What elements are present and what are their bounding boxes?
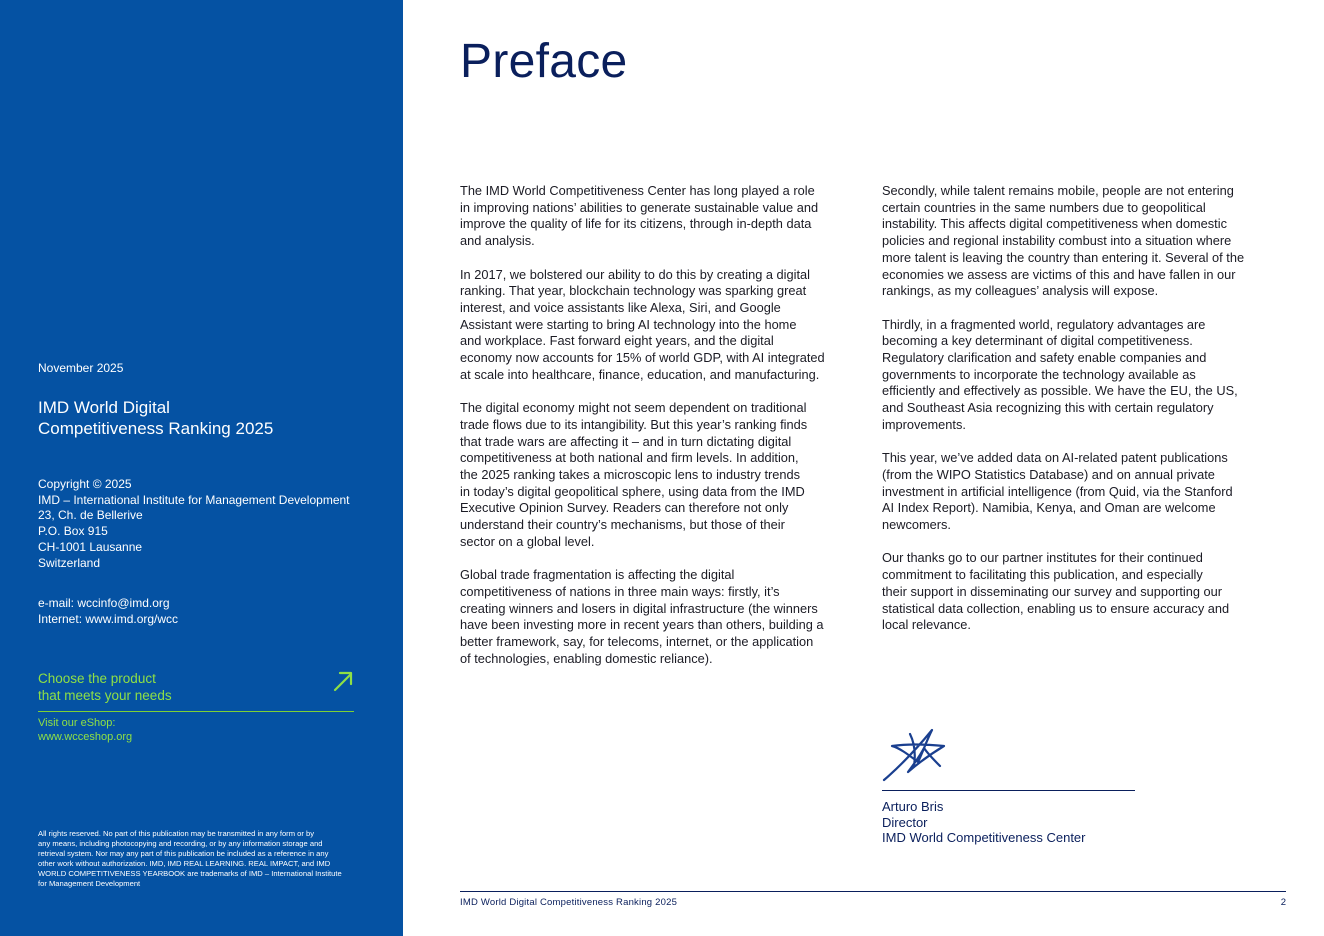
text-line: statistical data collection, enabling us to ensure accuracy and — [882, 600, 1230, 616]
footer-divider — [460, 891, 1286, 892]
signer-org: IMD World Competitiveness Center — [882, 830, 1086, 846]
arrow-up-right-icon — [332, 670, 354, 692]
paragraph — [460, 267, 860, 384]
eshop-info — [38, 716, 132, 744]
text-line: at scale into healthcare, finance, education, and manufacturing. — [460, 366, 820, 382]
text-line: interest, and voice assistants like Alexa, Siri, and Google — [460, 299, 781, 315]
text-line: newcomers. — [882, 517, 951, 533]
text-line: Thirdly, in a fragmented world, regulatory advantages are — [882, 316, 1206, 332]
address-line: Copyright © 2025 — [38, 477, 132, 491]
text-line: AI Index Report). Namibia, Kenya, and Oman are welcome — [882, 500, 1216, 516]
sidebar — [0, 0, 403, 936]
cta-line: that meets your needs — [38, 688, 172, 703]
left-column — [460, 183, 860, 684]
text-line: competitiveness at both national and firm levels. In addition, — [460, 450, 799, 466]
legal-notice — [38, 829, 353, 889]
text-line: Regulatory clarification and safety enable companies and — [882, 350, 1207, 366]
text-line: Our thanks go to our partner institutes for their continued — [882, 550, 1203, 566]
paragraph — [882, 550, 1284, 634]
address-line: 23, Ch. de Bellerive — [38, 508, 143, 523]
text-line: rankings, as my colleagues’ analysis will expose. — [882, 283, 1159, 299]
text-line: improvements. — [882, 416, 966, 432]
choose-product-link[interactable] — [38, 670, 354, 712]
text-line: more talent is leaving the country than entering it. Several of the — [882, 249, 1245, 265]
text-line: instability. This affects digital competitiveness when domestic — [882, 216, 1227, 232]
text-line: (from the WIPO Statistics Database) and on annual private — [882, 466, 1215, 482]
publication-title — [38, 397, 378, 439]
title-line: Competitiveness Ranking 2025 — [38, 419, 274, 438]
paragraph — [882, 317, 1284, 434]
text-line: economy now accounts for 15% of world GDP, with AI integrated — [460, 350, 825, 366]
text-line: economies we assess are victims of this and have fallen in our — [882, 266, 1236, 282]
signature-image — [880, 722, 950, 784]
text-line: In 2017, we bolstered our ability to do this by creating a digital — [460, 266, 810, 282]
text-line: governments to incorporate the technology available as — [882, 366, 1196, 382]
address-line: Switzerland — [38, 555, 101, 570]
cta-text — [38, 670, 354, 704]
legal-line: WORLD COMPETITIVENESS YEARBOOK are trademarks of IMD – International Institute — [38, 869, 342, 878]
text-line: ranking. That year, blockchain technology was sparking great — [460, 283, 807, 299]
signer-block — [882, 799, 1086, 846]
text-line: the 2025 ranking takes a microscopic lens to industry trends — [460, 466, 801, 482]
legal-line: any means, including photocopying and recording, or by any information storage and — [38, 839, 323, 848]
text-line: their support in disseminating our survey and supporting our — [882, 583, 1223, 599]
text-line: of technologies, enabling domestic reliance). — [460, 650, 713, 666]
footer-title: IMD World Digital Competitiveness Ranking 2025 — [460, 897, 678, 908]
text-line: This year, we’ve added data on AI-related patent publications — [882, 450, 1228, 466]
text-line: trade flows due to its intangibility. But this year’s ranking finds — [460, 416, 808, 432]
signature-line — [882, 790, 1135, 791]
legal-line: for Management Development — [38, 879, 141, 888]
page-number: 2 — [1280, 897, 1286, 908]
text-line: investment in artificial intelligence (from Quid, via the Stanford — [882, 483, 1233, 499]
legal-line: All rights reserved. No part of this publication may be transmitted in any form or by — [38, 829, 315, 838]
text-line: efficiently and effectively as possible. We have the EU, the US, — [882, 383, 1238, 399]
text-line: and Southeast Asia recognizing this with certain regulatory — [882, 400, 1214, 416]
text-line: in improving nations’ abilities to generate sustainable value and — [460, 199, 819, 215]
paragraph — [460, 567, 860, 667]
paragraph — [882, 183, 1284, 300]
text-line: Secondly, while talent remains mobile, people are not entering — [882, 183, 1234, 198]
website-link[interactable]: Internet: www.imd.org/wcc — [38, 611, 179, 626]
eshop-label: Visit our eShop: — [38, 717, 116, 729]
text-line: Assistant were starting to bring AI technology into the home — [460, 316, 797, 332]
text-line: have been investing more in recent years than others, building a — [460, 617, 824, 633]
publication-date: November 2025 — [38, 361, 124, 375]
paragraph — [882, 450, 1284, 534]
legal-line: other work without authorization. IMD, IMD REAL LEARNING. REAL IMPACT, and IMD — [38, 859, 331, 868]
text-line: that trade wars are affecting it – and in turn dictating digital — [460, 433, 792, 449]
text-line: policies and regional instability combust into a situation where — [882, 233, 1232, 249]
address-line: P.O. Box 915 — [38, 524, 108, 539]
text-line: creating winners and losers in digital infrastructure (the winners — [460, 600, 818, 616]
address-line: CH-1001 Lausanne — [38, 539, 143, 554]
text-line: commitment to facilitating this publication, and especially — [882, 567, 1203, 583]
text-line: certain countries in the same numbers due to geopolitical — [882, 199, 1206, 215]
text-line: becoming a key determinant of digital competitiveness. — [882, 333, 1193, 349]
cta-line: Choose the product — [38, 671, 156, 686]
text-line: local relevance. — [882, 617, 971, 633]
text-line: better framework, say, for telecoms, internet, or the application — [460, 633, 814, 649]
text-line: and analysis. — [460, 233, 535, 249]
text-line: in today’s digital geopolitical sphere, using data from the IMD — [460, 483, 805, 499]
text-line: improve the quality of life for its citizens, through in-depth data — [460, 216, 812, 232]
copyright-address — [38, 477, 350, 571]
address-line: IMD – International Institute for Management Development — [38, 492, 350, 507]
text-line: Global trade fragmentation is affecting the digital — [460, 567, 735, 583]
paragraph — [460, 400, 860, 550]
signer-role: Director — [882, 814, 928, 830]
email-link[interactable]: e-mail: wccinfo@imd.org — [38, 596, 170, 610]
text-line: sector on a global level. — [460, 533, 595, 549]
signer-name: Arturo Bris — [882, 799, 944, 814]
page-title: Preface — [460, 35, 628, 88]
right-column — [882, 183, 1284, 651]
text-line: and workplace. Fast forward eight years, and the digital — [460, 333, 774, 349]
legal-line: retrieval system. Nor may any part of this publication be included as a reference in any — [38, 849, 329, 858]
text-line: The digital economy might not seem dependent on traditional — [460, 400, 807, 416]
text-line: The IMD World Competitiveness Center has long played a role — [460, 183, 815, 198]
text-line: competitiveness of nations in three main ways: firstly, it’s — [460, 583, 780, 599]
eshop-link[interactable]: www.wcceshop.org — [38, 731, 133, 743]
contact-info — [38, 596, 178, 627]
title-line: IMD World Digital — [38, 398, 170, 417]
paragraph — [460, 183, 860, 250]
text-line: understand their country’s mechanisms, but those of their — [460, 517, 785, 533]
text-line: Executive Opinion Survey. Readers can therefore not only — [460, 500, 789, 516]
